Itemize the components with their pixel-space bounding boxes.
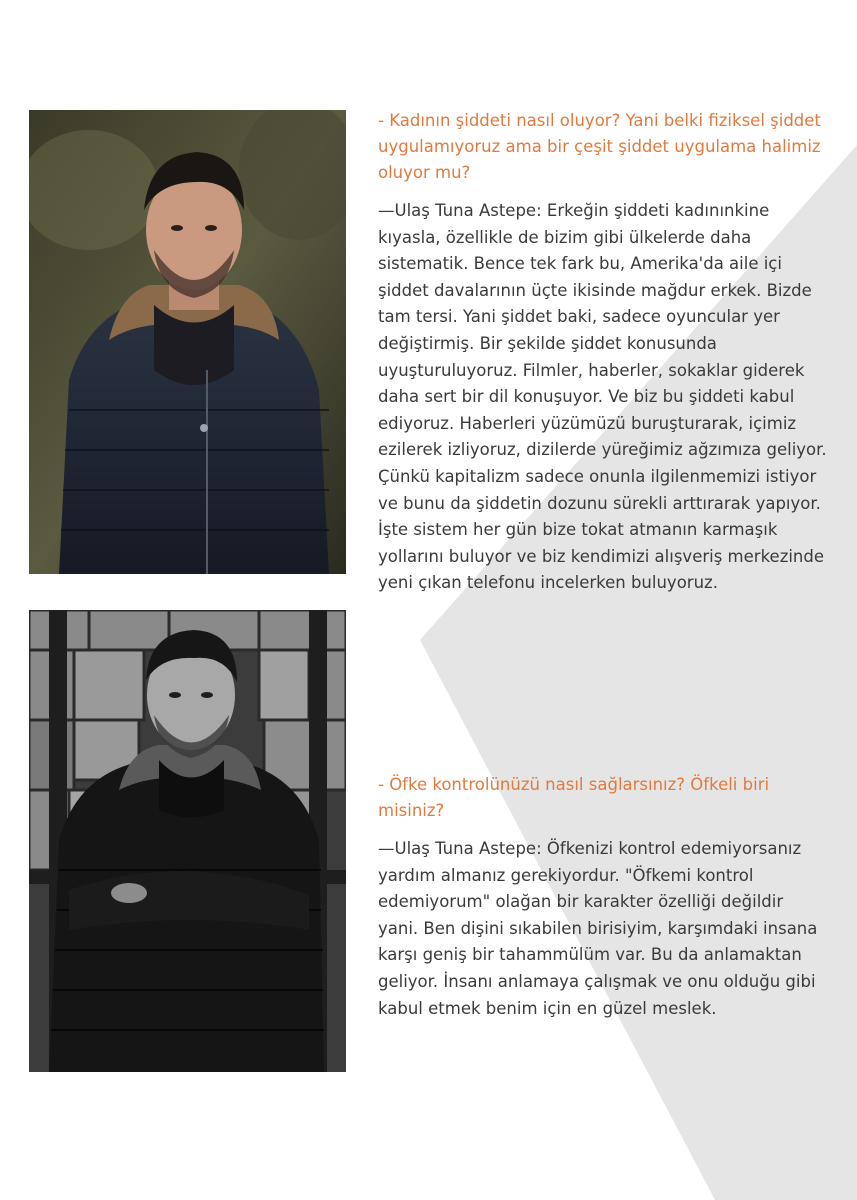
portrait-photo-color xyxy=(29,110,346,574)
portrait-photo-black-and-white xyxy=(29,610,346,1072)
interview-section-2 xyxy=(378,772,828,1022)
question-text: - Öfke kontrolünüzü nasıl sağlarsınız? Öfkeli biri misiniz? xyxy=(378,775,770,820)
answer-text: —Ulaş Tuna Astepe: Öfkenizi kontrol edemiyorsanız yardım almanız gerekiyordur. "Öfkemi kontrol edemiyorum" olağan bir karakter özelliği değildir yani. Ben dişini sıkabilen birisiyim, karşımdaki insana karşı geniş bir tahammülüm var. Bu da anlamaktan geliyor. İnsanı anlamaya çalışmak ve onu olduğu gibi kabul etmek benim için en güzel meslek. xyxy=(378,839,818,1018)
answer-text: —Ulaş Tuna Astepe: Erkeğin şiddeti kadınınkine kıyasla, özellikle de bizim gibi ülkelerde daha sistematik. Bence tek fark bu, Amerika'da aile içi şiddet davalarının üçte ikisinde mağdur erkek. Bizde tam tersi. Yani şiddet baki, sadece oyuncular yer değiştirmiş. Bir şekilde şiddet konusunda uyuşturuluyoruz. Filmler, haberler, sokaklar giderek daha sert bir dil konuşuyor. Ve biz bu şiddeti kabul ediyoruz. Haberleri yüzümüzü buruşturarak, içimiz ezilerek izliyoruz, dizilerde yüreğimiz ağzımıza geliyor. Çünkü kapitalizm sadece onunla ilgilenmemizi istiyor ve bunu da şiddetin dozunu sürekli arttırarak yapıyor. İşte sistem her gün bize tokat atmanın karmaşık yollarını buluyor ve biz kendimizi alışveriş merkezinde yeni çıkan telefonu incelerken buluyoruz. xyxy=(378,201,827,593)
question-text: - Kadının şiddeti nasıl oluyor? Yani belki fiziksel şiddet uygulamıyoruz ama bir çeşit şiddet uygulama halimiz oluyor mu? xyxy=(378,111,821,182)
interview-section-1 xyxy=(378,108,828,597)
